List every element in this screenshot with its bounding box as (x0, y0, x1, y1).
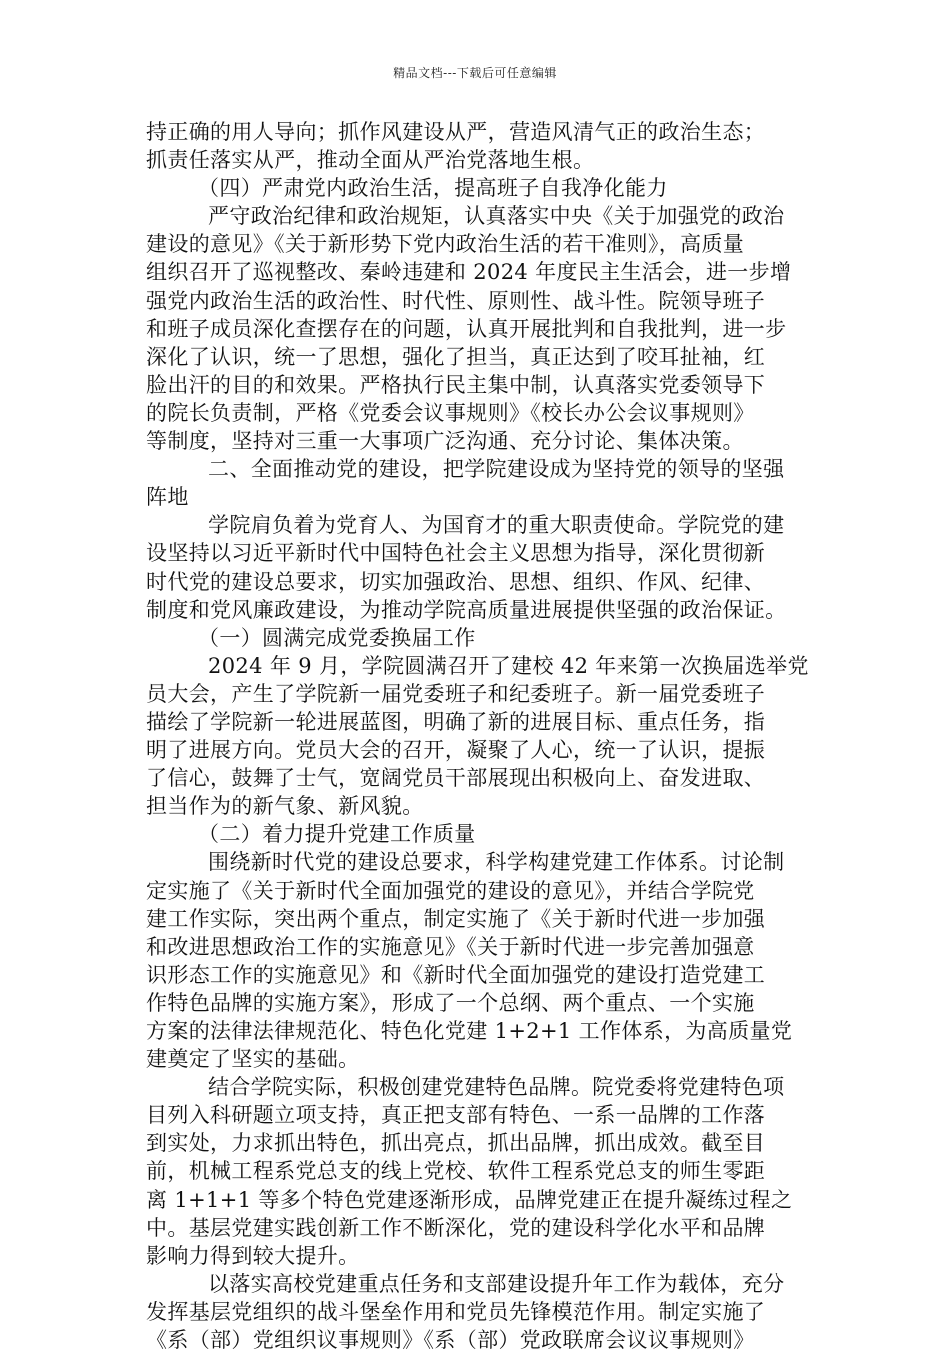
text-line: 识形态工作的实施意见》和《新时代全面加强党的建设打造党建工 (146, 962, 766, 987)
text-line: （二）着力提升党建工作质量 (198, 822, 476, 847)
text-line: 结合学院实际，积极创建党建特色品牌。院党委将党建特色项 (208, 1075, 785, 1100)
text-line: 和改进思想政治工作的实施意见》《关于新时代进一步完善加强意 (146, 934, 755, 959)
page-header: 精品文档---下载后可任意编辑 (393, 66, 557, 80)
text-line: 强党内政治生活的政治性、时代性、原则性、战斗性。院领导班子 (146, 288, 766, 313)
text-line: 到实处，力求抓出特色，抓出亮点，抓出品牌，抓出成效。截至目 (146, 1131, 766, 1156)
text-line: 员大会，产生了学院新一届党委班子和纪委班子。新一届党委班子 (146, 681, 766, 706)
text-line: 组织召开了巡视整改、秦岭违建和 2024 年度民主生活会，进一步增 (146, 260, 792, 285)
text-line: 设坚持以习近平新时代中国特色社会主义思想为指导，深化贯彻新 (146, 541, 766, 566)
text-line: 离 1+1+1 等多个特色党建逐渐形成，品牌党建正在提升凝练过程之 (146, 1187, 793, 1212)
text-line: 中。基层党建实践创新工作不断深化，党的建设科学化水平和品牌 (146, 1215, 766, 1240)
text-line: 和班子成员深化查摆存在的问题，认真开展批判和自我批判，进一步 (146, 316, 787, 341)
text-line: 目列入科研题立项支持，真正把支部有特色、一系一品牌的工作落 (146, 1103, 766, 1128)
text-line: 明了进展方向。党员大会的召开，凝聚了人心，统一了认识，提振 (146, 738, 766, 763)
text-line: 二、全面推动党的建设，把学院建设成为坚持党的领导的坚强 (208, 457, 785, 482)
text-line: 持正确的用人导向；抓作风建设从严，营造风清气正的政治生态； (146, 120, 766, 144)
text-line: 了信心，鼓舞了士气，宽阔党员干部展现出积极向上、奋发进取、 (146, 766, 766, 791)
text-line: （一）圆满完成党委换届工作 (198, 625, 476, 650)
text-line: 影响力得到较大提升。 (146, 1243, 360, 1268)
text-line: 建奠定了坚实的基础。 (146, 1047, 360, 1072)
text-line: 发挥基层党组织的战斗堡垒作用和党员先锋模范作用。制定实施了 (146, 1299, 766, 1324)
text-line: 《系（部）党组织议事规则》《系（部）党政联席会议议事规则》 (146, 1328, 755, 1353)
text-line: 抓责任落实从严，推动全面从严治党落地生根。 (146, 148, 595, 173)
text-line: 建设的意见》《关于新形势下党内政治生活的若干准则》，高质量 (146, 232, 745, 257)
text-line: 以落实高校党建重点任务和支部建设提升年工作为载体，充分 (208, 1271, 785, 1296)
text-line: 作特色品牌的实施方案》，形成了一个总纲、两个重点、一个实施 (146, 990, 755, 1015)
text-line: 阵地 (146, 485, 189, 510)
text-line: 前，机械工程系党总支的线上党校、软件工程系党总支的师生零距 (146, 1159, 766, 1184)
document-body (146, 118, 810, 1354)
text-line: 2024 年 9 月，学院圆满召开了建校 42 年来第一次换届选举党 (208, 653, 809, 678)
text-line: 制度和党风廉政建设，为推动学院高质量进展提供坚强的政治保证。 (146, 597, 787, 622)
text-line: 定实施了《关于新时代全面加强党的建设的意见》，并结合学院党 (146, 878, 755, 903)
text-line: 严守政治纪律和政治规矩，认真落实中央《关于加强党的政治 (208, 204, 785, 229)
text-line: 等制度，坚持对三重一大事项广泛沟通、充分讨论、集体决策。 (146, 429, 744, 454)
text-line: 担当作为的新气象、新风貌。 (146, 794, 424, 819)
text-line: （四）严肃党内政治生活，提高班子自我净化能力 (198, 176, 668, 201)
text-line: 的院长负责制，严格《党委会议事规则》《校长办公会议事规则》 (146, 400, 755, 425)
text-line: 建工作实际，突出两个重点，制定实施了《关于新时代进一步加强 (146, 906, 766, 931)
text-line: 深化了认识，统一了思想，强化了担当，真正达到了咬耳扯袖，红 (146, 344, 766, 369)
text-line: 围绕新时代党的建设总要求，科学构建党建工作体系。讨论制 (208, 850, 785, 875)
text-line: 方案的法律法律规范化、特色化党建 1+2+1 工作体系，为高质量党 (146, 1019, 793, 1043)
text-line: 描绘了学院新一轮进展蓝图，明确了新的进展目标、重点任务，指 (146, 709, 766, 734)
text-line: 学院肩负着为党育人、为国育才的重大职责使命。学院党的建 (208, 513, 785, 538)
text-line: 脸出汗的目的和效果。严格执行民主集中制，认真落实党委领导下 (146, 372, 766, 397)
text-line: 时代党的建设总要求，切实加强政治、思想、组织、作风、纪律、 (146, 569, 766, 594)
